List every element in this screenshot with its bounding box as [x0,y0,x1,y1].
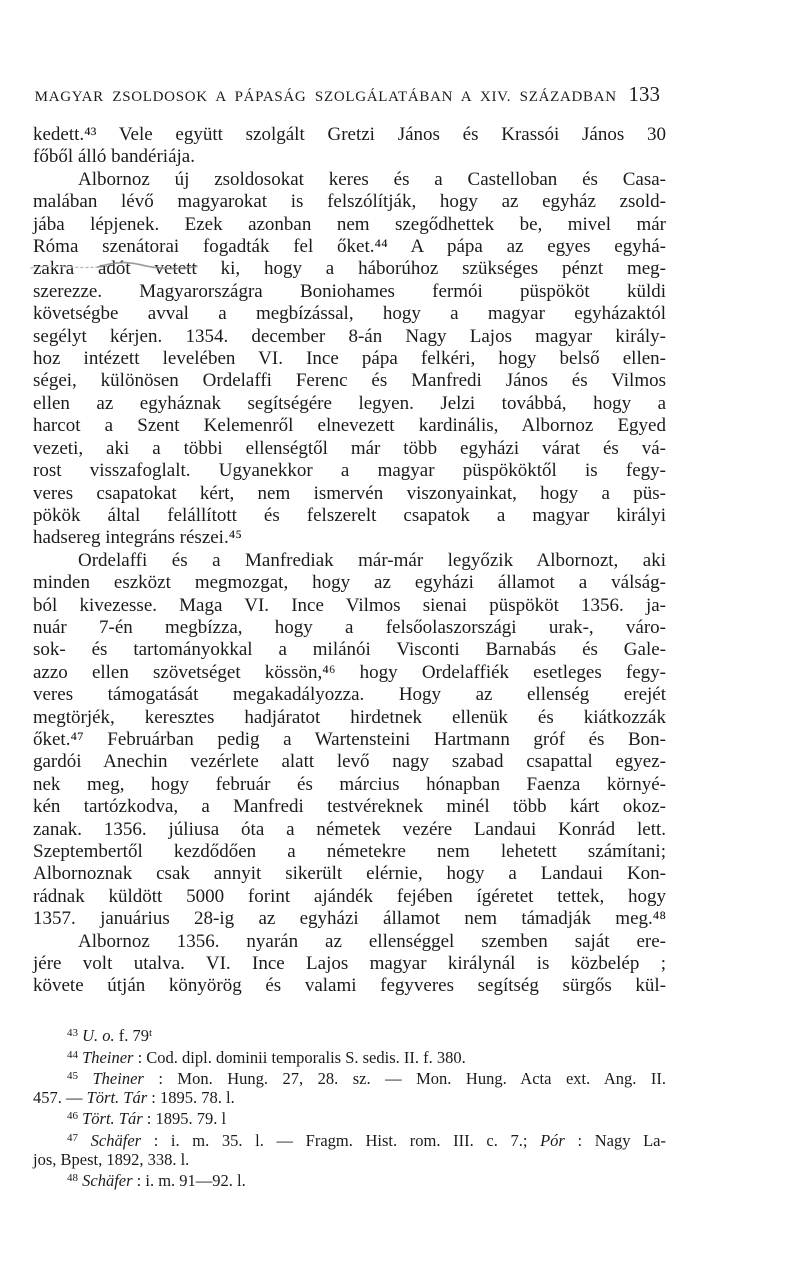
footnote-text: : i. m. 35. l. — Fragm. Hist. rom. III. c. 7.; [141,1130,541,1150]
footnotes [33,1024,666,1191]
footnote-marker: t [149,1027,153,1039]
body-line: rádnak küldött 5000 forint ajándék fejében ígéretet tettek, hogy [33,885,666,907]
body-line: gardói Anechin vezérlete alatt levő nagy szabad csapattal egyez- [33,751,666,773]
footnote-marker: 44 [67,1048,78,1061]
body-line: rost visszafoglalt. Ugyanekkor a magyar püspököktől is fegy- [33,460,666,482]
footnote-text: Pór [540,1130,565,1150]
body-line: Albornoznak csak annyit sikerült elérnie, hogy a Landaui Kon- [33,863,666,885]
footnote-marker: 47 [67,1131,78,1144]
body-line: Szeptembertől kezdődően a németekre nem lehetett számítani; [33,841,666,862]
footnote-text: : 1895. 78. l. [147,1087,235,1107]
body-line: őket.⁴⁷ Februárban pedig a Wartensteini Hartmann gróf és Bon- [33,728,666,750]
footnote-line [33,1067,666,1089]
body-line: zakra adót vetett ki, hogy a háborúhoz szükséges pénzt meg- [33,258,666,280]
body-line: azzo ellen szövetséget kössön,⁴⁶ hogy Ordelaffiék esetleges fegy- [33,661,666,683]
footnote-text: jos, Bpest, 1892, 338. l. [33,1149,190,1169]
body-line: malában lévő magyarokat is felszólítják, hogy az egyház zsold- [33,191,666,213]
body-line: jére volt utalva. VI. Ince Lajos magyar királynál is közbelép ; [33,953,666,975]
footnote-text: Tört. Tár [82,1109,143,1129]
footnote-marker: 48 [67,1172,78,1185]
footnote-marker: 46 [67,1110,78,1123]
body-line: Róma szenátorai fogadták fel őket.⁴⁴ A pápa az egyes egyhá- [33,236,666,258]
body-line: harcot a Szent Kelemenről elnevezett kardinális, Albornoz Egyed [33,415,666,437]
footnote-text: Schäfer [90,1130,142,1150]
body-text [33,124,666,998]
footnote-text: Tört. Tár [86,1087,148,1107]
footnote-text: : Cod. dipl. dominii temporalis S. sedis. II. f. 380. [133,1047,466,1067]
footnote-line [33,1046,666,1068]
body-line: pökök által felállított és felszerelt csapatok a magyar királyi [33,504,666,526]
body-line: hoz intézett levelében VI. Ince pápa felkéri, hogy belső ellen- [33,348,666,370]
body-line: nuár 7-én megbízza, hogy a felsőolaszországi urak-, váro- [33,616,666,638]
footnote-text: 457. — [33,1087,87,1107]
footnote-text: : Mon. Hung. 27, 28. sz. — Mon. Hung. Acta ext. Ang. II. [143,1069,666,1089]
page-header [33,82,666,107]
body-line: sok- és tartományokkal a milánói Visconti Barnabás és Gale- [33,639,666,661]
body-line: vezeti, aki a többi ellenségtől már több egyházi várat és vá- [33,437,666,459]
body-line: hadsereg integráns részei.⁴⁵ [33,527,242,549]
footnote-text: : 1895. 79. l [142,1109,227,1129]
body-line: veres csapatokat kért, nem ismervén viszonyainkat, hogy a püs- [33,482,666,504]
body-line: nek meg, hogy február és március hónapban Faenza környé- [33,773,666,795]
footnote-text: U. o. [82,1026,115,1045]
footnote-line [33,1024,666,1046]
body-line: jába lépjenek. Ezek azonban nem szegődhettek be, mivel már [33,213,666,235]
body-line: főből álló bandériája. [33,146,195,168]
body-line: minden eszközt megmozgat, hogy az egyházi államot a válság- [33,572,666,594]
footnote-text [78,1131,91,1150]
body-line: 1357. januárius 28-ig az egyházi államot nem támadják meg.⁴⁸ [33,908,666,930]
footnote-marker: 43 [67,1027,78,1039]
page-number: 133 [628,82,660,106]
footnote-marker: 45 [67,1070,78,1083]
body-line: kedett.⁴³ Vele együtt szolgált Gretzi János és Krassói János 30 [33,124,666,145]
body-line: Albornoz új zsoldosokat keres és a Castelloban és Casa- [78,168,666,190]
body-line: ból kivezesse. Maga VI. Ince Vilmos sienai püspököt 1356. ja- [33,594,666,616]
body-line: Ordelaffi és a Manfrediak már-már legyőzik Albornozt, aki [78,549,666,571]
footnote-line [33,1089,666,1108]
body-line: ségei, különösen Ordelaffi Ferenc és Manfredi János és Vilmos [33,370,666,392]
footnote-line [33,1129,666,1151]
pencil-mark [28,258,200,276]
body-line: szerezze. Magyarországra Boniohames fermói püspököt küldi [33,280,666,302]
running-head-title: MAGYAR ZSOLDOSOK A PÁPASÁG SZOLGÁLATÁBAN A XIV. SZÁZADBAN [34,89,617,105]
body-line: segélyt kérjen. 1354. december 8-án Nagy Lajos magyar király- [33,325,666,347]
body-line: követe útján könyörög és valami fegyveres segítség sürgős kül- [33,975,666,997]
footnote-text: : i. m. 91—92. l. [132,1171,246,1191]
footnote-text: f. 79 [114,1026,150,1045]
body-line: kén tartózkodva, a Manfredi testvéreknek minél több kárt okoz- [33,796,666,818]
footnote-text: Schäfer [82,1171,133,1191]
footnote-text: Theiner [92,1069,144,1089]
body-line: zanak. 1356. júliusa óta a németek vezére Landaui Konrád lett. [33,818,666,840]
footnote-text: Theiner [82,1047,134,1067]
footnote-line [33,1151,666,1170]
body-line: ellen az egyháznak segítségére legyen. Jelzi továbbá, hogy a [33,392,666,414]
footnote-text: : Nagy La- [564,1130,666,1150]
body-line: Albornoz 1356. nyarán az ellenséggel szemben saját ere- [78,930,666,952]
body-line: követségbe avval a megbízással, hogy a magyar egyházaktól [33,303,666,325]
body-line: megtörjék, keresztes hadjáratot hirdetnek ellenük és kiátkozzák [33,706,666,728]
footnote-line [33,1169,666,1191]
footnote-line [33,1107,666,1129]
footnote-text [78,1069,93,1088]
body-line: veres támogatását megakadályozza. Hogy az ellenség erejét [33,684,666,706]
